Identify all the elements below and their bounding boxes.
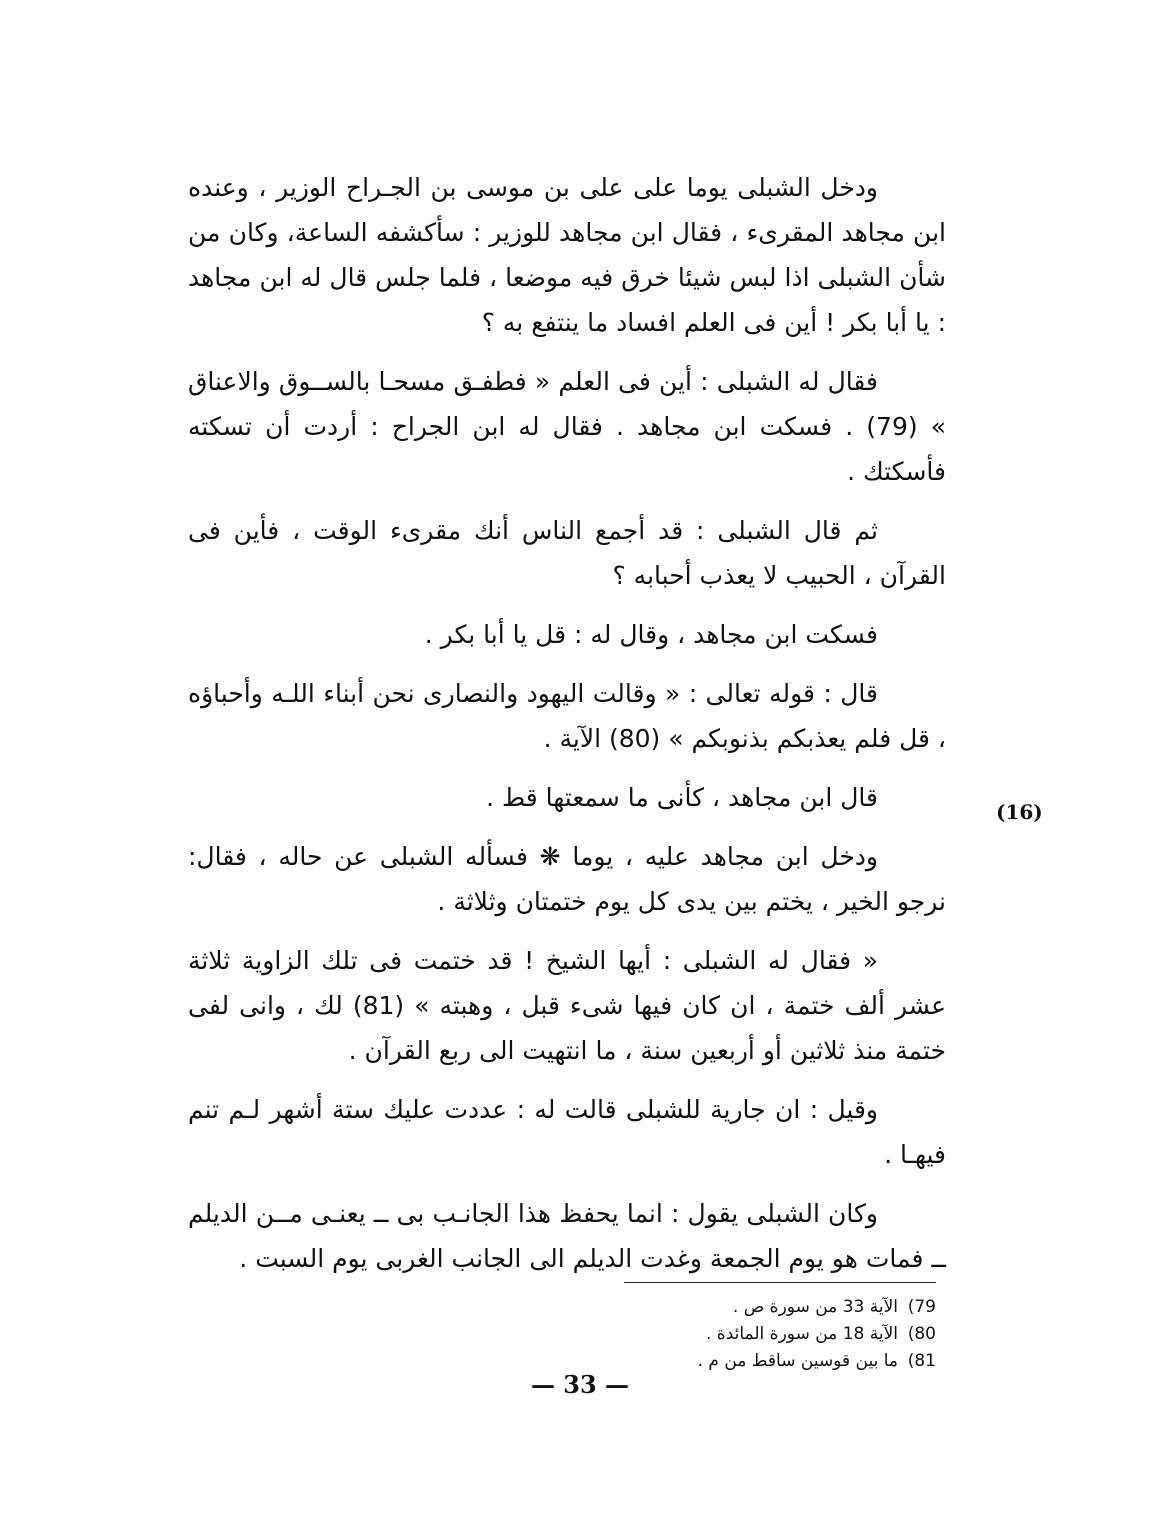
footnote-divider <box>624 1282 936 1283</box>
margin-section-number: (16) <box>996 800 1043 824</box>
footnote-number: 81) <box>907 1351 936 1371</box>
paragraph-9: وقيل : ان جارية للشبلى قالت له : عددت عليك ستة أشهر لـم تنم فيهـا . <box>188 1095 946 1169</box>
footnote-number: 80) <box>907 1324 936 1344</box>
paragraph-4: فسكت ابن مجاهد ، وقال له : قل يا أبا بكر . <box>424 620 878 649</box>
paragraph-10: وكان الشبلى يقول : انما يحفظ هذا الجانـب بى ــ يعنـى مــن الديلم ــ فمات هو يوم الجمعة وغدت الديلم الى الجانب الغربى يوم السبت . <box>188 1199 946 1273</box>
footnote-number: 79) <box>907 1297 936 1317</box>
footnote <box>560 1321 936 1348</box>
paragraph-6: قال ابن مجاهد ، كأنى ما سمعتها قط . <box>486 783 878 812</box>
footnote-text: الآية 18 من سورة المائدة . <box>706 1324 898 1344</box>
paragraph-2: فقال له الشبلى : أين فى العلم « فطفـق مسحـا بالســوق والاعناق » (79) . فسكت ابن مجاهد . فقال له ابن الجراح : أردت أن تسكته فأسكتك . <box>188 367 946 486</box>
footnote-text: ما بين قوسين ساقط من م . <box>697 1351 898 1371</box>
footnotes <box>560 1294 936 1375</box>
paragraph-8: « فقال له الشبلى : أيها الشيخ ! قد ختمت فى تلك الزاوية ثلاثة عشر ألف ختمة ، ان كان فيها شىء قبل ، وهبته » (81) لك ، وانى لفى ختمة منذ ثلاثين أو أربعين سنة ، ما انتهيت الى ربع القرآن . <box>188 946 946 1065</box>
paragraph-7: ودخل ابن مجاهد عليه ، يوما ❋ فسأله الشبلى عن حاله ، فقال: نرجو الخير ، يختم بين يدى كل يوم ختمتان وثلاثة . <box>188 842 946 916</box>
footnote-text: الآية 33 من سورة ص . <box>732 1297 898 1317</box>
page-number: — 33 — <box>530 1370 630 1399</box>
main-text <box>188 165 946 1295</box>
paragraph-1: ودخل الشبلى يوما على على بن موسى بن الجـراح الوزير ، وعنده ابن مجاهد المقرىء ، فقال ابن مجاهد للوزير : سأكشفه الساعة، وكان من شأن الشبلى اذا لبس شيئا خرق فيه موضعا ، فلما جلس قال له ابن مجاهد : يا أبا بكر ! أين فى العلم افساد ما ينتفع به ؟ <box>188 173 946 337</box>
paragraph-3: ثم قال الشبلى : قد أجمع الناس أنك مقرىء الوقت ، فأين فى القرآن ، الحبيب لا يعذب أحبابه ؟ <box>188 516 946 590</box>
paragraph-5: قال : قوله تعالى : « وقالت اليهود والنصارى نحن أبناء اللـه وأحباؤه ، قل فلم يعذبكم بذنوبكم » (80) الآية . <box>188 679 946 753</box>
footnote <box>560 1294 936 1321</box>
